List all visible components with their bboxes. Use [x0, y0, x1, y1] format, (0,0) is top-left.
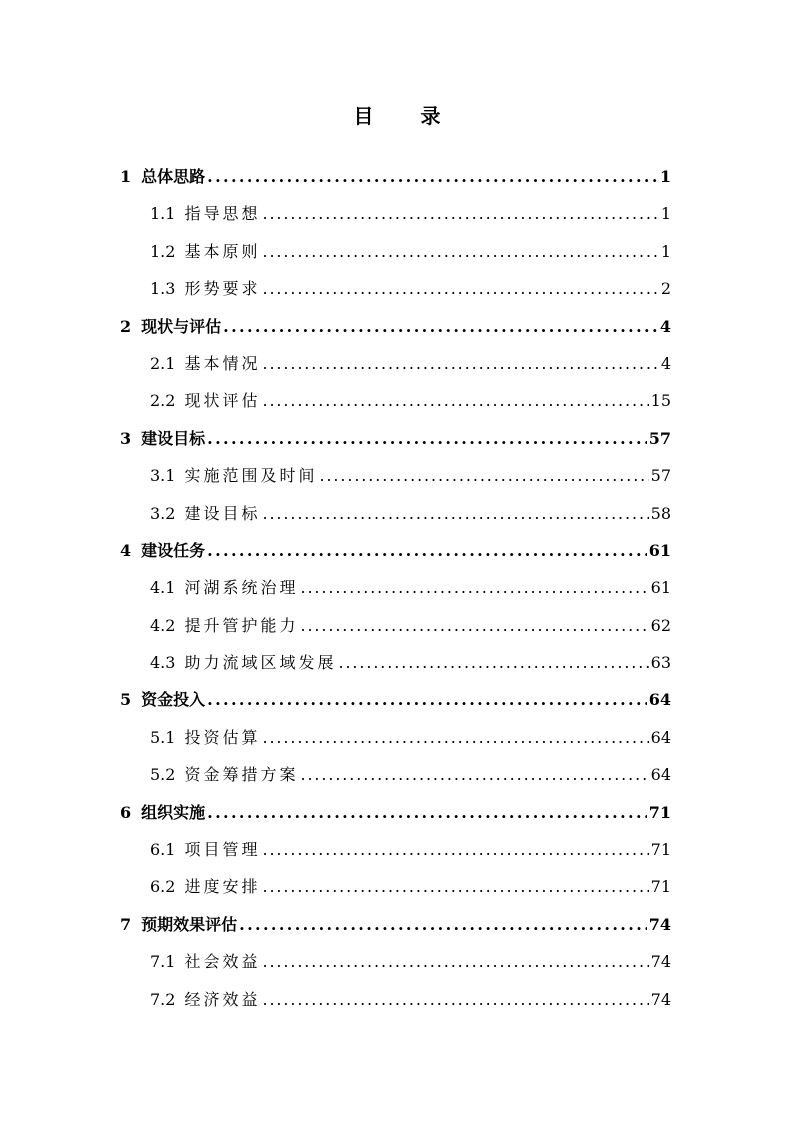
toc-dot-leader [319, 457, 648, 494]
toc-section-entry[interactable] [0, 233, 794, 270]
toc-entry-page-number: 61 [650, 578, 671, 598]
toc-entry-page-number: 74 [650, 952, 671, 972]
toc-dot-leader [239, 906, 647, 943]
toc-entry-label: 实施范围及时间 [184, 466, 318, 486]
toc-chapter-entry[interactable] [0, 420, 794, 457]
toc-entry-label: 预期效果评估 [141, 914, 238, 934]
toc-entry-label: 河湖系统治理 [184, 578, 299, 598]
toc-entry-number: 2.2 [150, 391, 176, 411]
toc-entry-number: 6 [120, 802, 132, 822]
toc-entry-number: 3.1 [150, 466, 176, 486]
toc-dot-leader [262, 382, 648, 419]
toc-section-entry[interactable] [0, 607, 794, 644]
toc-chapter-entry[interactable] [0, 532, 794, 569]
toc-section-entry[interactable] [0, 569, 794, 606]
toc-entry-number: 1.2 [150, 241, 176, 261]
toc-entry-label: 提升管护能力 [184, 615, 299, 635]
toc-entry-label: 资金筹措方案 [184, 765, 299, 785]
toc-dot-leader [300, 607, 648, 644]
toc-entry-number: 6.2 [150, 877, 176, 897]
toc-dot-leader [207, 420, 647, 457]
toc-entry-page-number: 62 [650, 615, 671, 635]
toc-entry-page-number: 74 [648, 914, 671, 934]
toc-entry-label: 组织实施 [141, 802, 206, 822]
toc-entry-label: 建设目标 [141, 428, 206, 448]
toc-section-entry[interactable] [0, 644, 794, 681]
toc-dot-leader [223, 308, 658, 345]
toc-entry-label: 现状与评估 [141, 316, 222, 336]
toc-entry-number: 4 [120, 540, 132, 560]
toc-section-entry[interactable] [0, 457, 794, 494]
toc-entry-number: 2 [120, 316, 132, 336]
toc-chapter-entry[interactable] [0, 681, 794, 718]
table-of-contents [0, 158, 794, 1018]
toc-section-entry[interactable] [0, 868, 794, 905]
toc-dot-leader [262, 495, 648, 532]
toc-section-entry[interactable] [0, 756, 794, 793]
toc-entry-number: 7.2 [150, 989, 176, 1009]
toc-title: 目 录 [353, 104, 461, 128]
toc-dot-leader [207, 158, 658, 195]
toc-dot-leader [262, 868, 648, 905]
toc-dot-leader [262, 270, 658, 307]
toc-section-entry[interactable] [0, 382, 794, 419]
toc-entry-page-number: 57 [650, 466, 671, 486]
toc-entry-page-number: 2 [660, 279, 671, 299]
toc-entry-label: 经济效益 [184, 989, 261, 1009]
toc-entry-number: 4.1 [150, 578, 176, 598]
toc-entry-page-number: 15 [650, 391, 671, 411]
toc-entry-label: 总体思路 [141, 167, 206, 186]
toc-section-entry[interactable] [0, 495, 794, 532]
toc-entry-label: 社会效益 [184, 952, 261, 972]
toc-entry-page-number: 57 [648, 428, 671, 448]
toc-dot-leader [262, 345, 658, 382]
toc-chapter-entry[interactable] [0, 794, 794, 831]
toc-section-entry[interactable] [0, 719, 794, 756]
toc-chapter-entry[interactable] [0, 158, 794, 195]
toc-chapter-entry[interactable] [0, 906, 794, 943]
toc-entry-number: 3 [120, 428, 132, 448]
toc-entry-label: 形势要求 [184, 279, 261, 299]
toc-entry-number: 3.2 [150, 503, 176, 523]
toc-entry-page-number: 71 [648, 802, 671, 822]
toc-entry-label: 助力流域区域发展 [184, 653, 337, 673]
toc-section-entry[interactable] [0, 270, 794, 307]
toc-entry-page-number: 4 [660, 353, 671, 373]
toc-dot-leader [207, 794, 647, 831]
toc-entry-page-number: 64 [648, 690, 671, 710]
toc-section-entry[interactable] [0, 943, 794, 980]
toc-entry-number: 7.1 [150, 952, 176, 972]
toc-entry-page-number: 58 [650, 503, 671, 523]
toc-entry-page-number: 1 [660, 204, 671, 224]
toc-entry-label: 基本情况 [184, 353, 261, 373]
toc-entry-page-number: 63 [650, 653, 671, 673]
toc-entry-number: 1.3 [150, 279, 176, 299]
toc-entry-number: 5.1 [150, 727, 176, 747]
toc-section-entry[interactable] [0, 345, 794, 382]
toc-entry-label: 现状评估 [184, 391, 261, 411]
toc-entry-page-number: 1 [659, 167, 671, 186]
toc-entry-page-number: 71 [650, 840, 671, 860]
toc-entry-number: 5.2 [150, 765, 176, 785]
toc-section-entry[interactable] [0, 195, 794, 232]
toc-dot-leader [207, 681, 647, 718]
toc-entry-number: 1.1 [150, 204, 176, 224]
toc-entry-number: 4.3 [150, 653, 176, 673]
toc-dot-leader [300, 569, 648, 606]
toc-entry-page-number: 64 [650, 727, 671, 747]
toc-dot-leader [262, 719, 648, 756]
toc-entry-page-number: 4 [659, 316, 671, 336]
toc-entry-label: 投资估算 [184, 727, 261, 747]
toc-entry-number: 6.1 [150, 840, 176, 860]
toc-entry-number: 2.1 [150, 353, 176, 373]
toc-entry-label: 指导思想 [184, 204, 261, 224]
toc-entry-page-number: 1 [660, 241, 671, 261]
toc-section-entry[interactable] [0, 981, 794, 1018]
toc-dot-leader [262, 943, 648, 980]
toc-entry-number: 5 [120, 690, 132, 710]
toc-chapter-entry[interactable] [0, 308, 794, 345]
toc-entry-label: 进度安排 [184, 877, 261, 897]
toc-dot-leader [300, 756, 648, 793]
toc-entry-label: 项目管理 [184, 840, 261, 860]
toc-dot-leader [207, 532, 647, 569]
toc-dot-leader [262, 831, 648, 868]
toc-entry-number: 7 [120, 914, 132, 934]
toc-dot-leader [262, 195, 658, 232]
toc-entry-label: 建设目标 [184, 503, 261, 523]
toc-entry-page-number: 64 [650, 765, 671, 785]
toc-section-entry[interactable] [0, 831, 794, 868]
toc-entry-label: 资金投入 [141, 690, 206, 710]
toc-dot-leader [262, 981, 648, 1018]
toc-entry-label: 建设任务 [141, 540, 206, 560]
toc-entry-page-number: 74 [650, 989, 671, 1009]
toc-entry-page-number: 71 [650, 877, 671, 897]
toc-entry-label: 基本原则 [184, 241, 261, 261]
toc-dot-leader [338, 644, 648, 681]
toc-entry-page-number: 61 [648, 540, 671, 560]
toc-entry-number: 4.2 [150, 615, 176, 635]
toc-dot-leader [262, 233, 658, 270]
toc-entry-number: 1 [120, 167, 132, 186]
